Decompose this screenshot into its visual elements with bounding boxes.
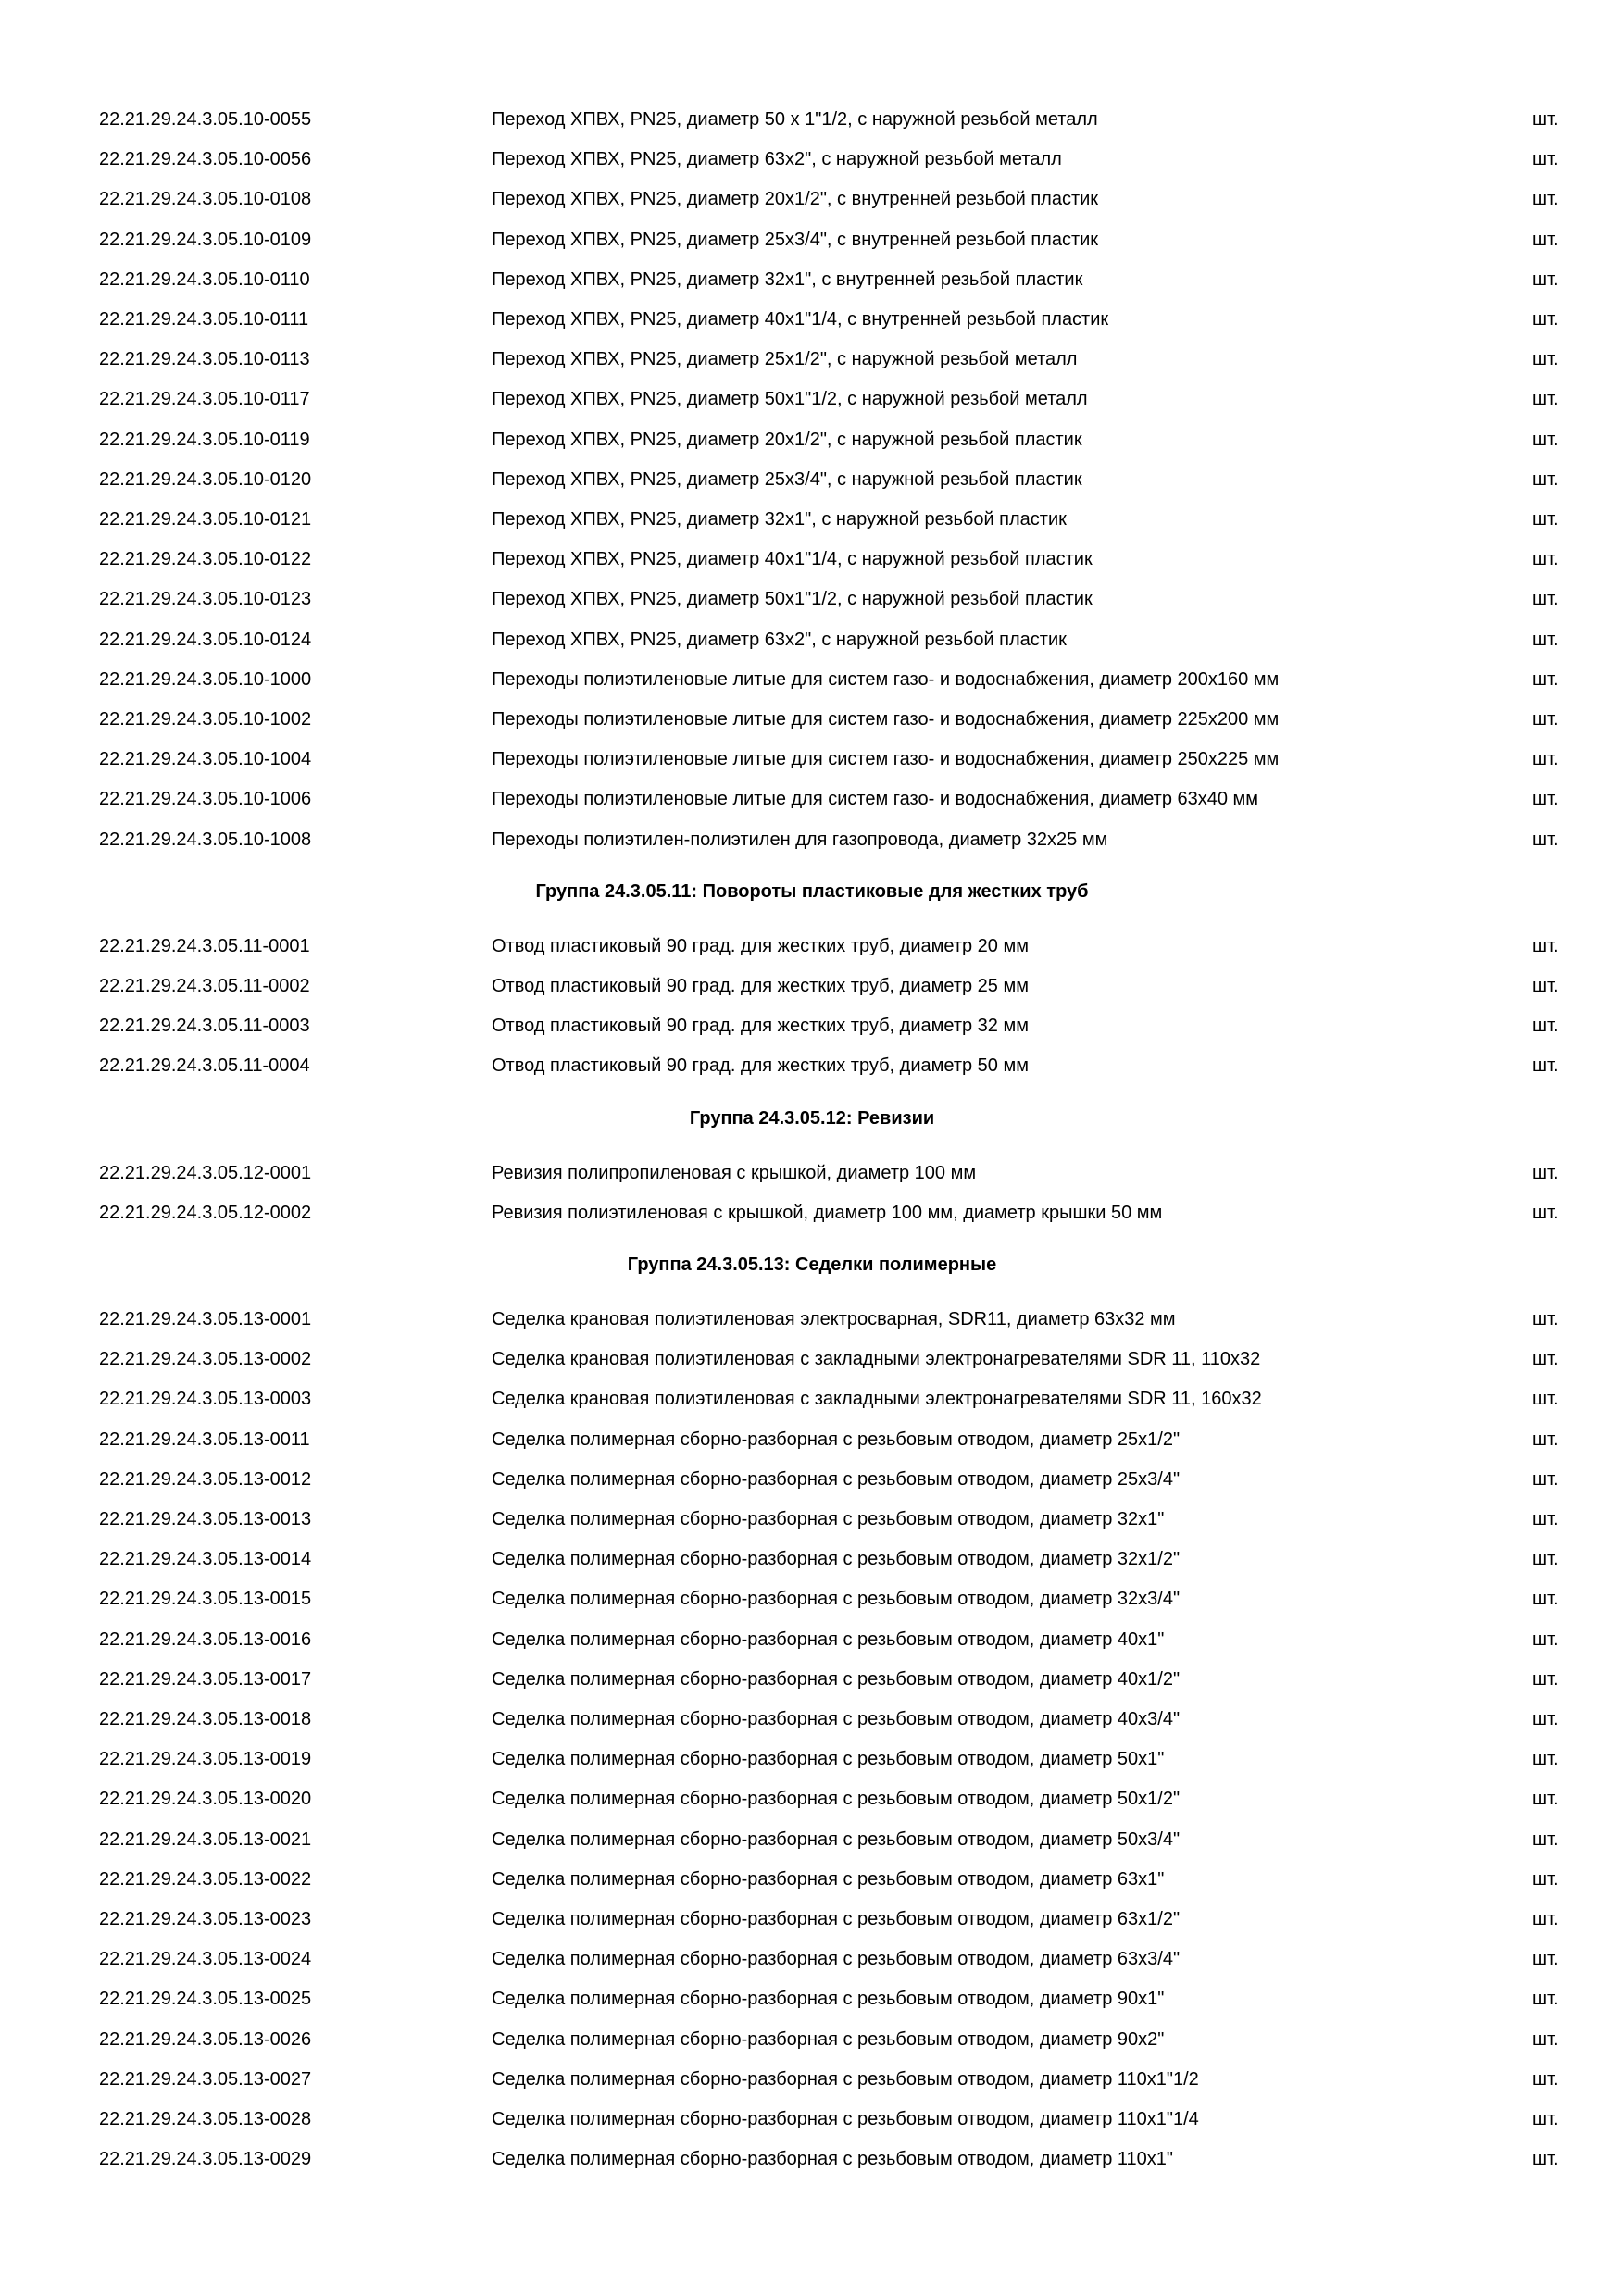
item-code: 22.21.29.24.3.05.10-0108 (99, 189, 312, 210)
item-description: Переход ХПВХ, PN25, диаметр 20x1/2", с внутренней резьбой пластик (492, 189, 1099, 210)
item-unit: шт. (1532, 109, 1559, 130)
item-code: 22.21.29.24.3.05.10-1002 (99, 709, 312, 730)
item-unit: шт. (1532, 589, 1559, 610)
item-code: 22.21.29.24.3.05.12-0002 (99, 1202, 312, 1223)
item-description: Отвод пластиковый 90 град. для жестких труб, диаметр 20 мм (492, 935, 1029, 956)
table-row (0, 620, 1624, 660)
item-description: Седелка крановая полиэтиленовая с закладными электронагревателями SDR 11, 110x32 (492, 1349, 1261, 1370)
item-description: Переходы полиэтиленовые литые для систем газо- и водоснабжения, диаметр 225х200 мм (492, 709, 1280, 730)
item-unit: шт. (1532, 1828, 1559, 1850)
item-code: 22.21.29.24.3.05.13-0018 (99, 1709, 312, 1729)
item-description: Переход ХПВХ, PN25, диаметр 50x1"1/2, с наружной резьбой металл (492, 389, 1088, 410)
item-description: Переход ХПВХ, PN25, диаметр 25x1/2", с наружной резьбой металл (492, 349, 1078, 370)
table-row (0, 2100, 1624, 2140)
item-code: 22.21.29.24.3.05.13-0002 (99, 1349, 312, 1370)
item-code: 22.21.29.24.3.05.10-0122 (99, 549, 312, 570)
table-row (0, 220, 1624, 260)
item-description: Седелка полимерная сборно-разборная с резьбовым отводом, диаметр 110x1"1/2 (492, 2068, 1199, 2090)
item-code: 22.21.29.24.3.05.11-0001 (99, 935, 310, 956)
item-code: 22.21.29.24.3.05.13-0012 (99, 1468, 312, 1490)
group-heading: Группа 24.3.05.12: Ревизии (689, 1107, 935, 1129)
table-row (0, 300, 1624, 340)
item-unit: шт. (1532, 1055, 1559, 1077)
item-code: 22.21.29.24.3.05.12-0001 (99, 1162, 312, 1183)
item-unit: шт. (1532, 549, 1559, 570)
table-row (0, 340, 1624, 380)
item-unit: шт. (1532, 1628, 1559, 1650)
table-row (0, 820, 1624, 860)
item-unit: шт. (1532, 1749, 1559, 1770)
table-row (0, 1660, 1624, 1700)
item-code: 22.21.29.24.3.05.13-0017 (99, 1668, 312, 1690)
item-code: 22.21.29.24.3.05.10-1004 (99, 749, 312, 770)
item-code: 22.21.29.24.3.05.13-0025 (99, 1989, 312, 2010)
table-row (0, 1579, 1624, 1619)
item-code: 22.21.29.24.3.05.13-0029 (99, 2149, 312, 2170)
item-description: Седелка полимерная сборно-разборная с резьбовым отводом, диаметр 40x3/4" (492, 1709, 1181, 1729)
table-row (0, 1620, 1624, 1660)
item-description: Переходы полиэтиленовые литые для систем газо- и водоснабжения, диаметр 63х40 мм (492, 789, 1259, 810)
item-unit: шт. (1532, 829, 1559, 850)
item-code: 22.21.29.24.3.05.10-0056 (99, 149, 312, 170)
item-code: 22.21.29.24.3.05.13-0011 (99, 1429, 310, 1450)
item-description: Переходы полиэтилен-полиэтилен для газопровода, диаметр 32х25 мм (492, 829, 1108, 850)
table-row (0, 1193, 1624, 1233)
item-description: Седелка полимерная сборно-разборная с резьбовым отводом, диаметр 50x3/4" (492, 1828, 1181, 1850)
table-row (0, 1860, 1624, 1900)
item-description: Переход ХПВХ, PN25, диаметр 32x1", с наружной резьбой пластик (492, 509, 1067, 530)
table-row (0, 100, 1624, 140)
item-description: Седелка полимерная сборно-разборная с резьбовым отводом, диаметр 25x1/2" (492, 1429, 1181, 1450)
table-row (0, 1046, 1624, 1086)
item-code: 22.21.29.24.3.05.13-0028 (99, 2109, 312, 2129)
item-description: Седелка полимерная сборно-разборная с резьбовым отводом, диаметр 63x1/2" (492, 1909, 1181, 1929)
item-unit: шт. (1532, 309, 1559, 330)
item-code: 22.21.29.24.3.05.10-0113 (99, 349, 310, 370)
item-unit: шт. (1532, 1709, 1559, 1729)
item-unit: шт. (1532, 709, 1559, 730)
table-row (0, 1379, 1624, 1419)
item-description: Седелка крановая полиэтиленовая электросварная, SDR11, диаметр 63x32 мм (492, 1309, 1176, 1329)
item-description: Седелка полимерная сборно-разборная с резьбовым отводом, диаметр 90x2" (492, 2028, 1165, 2050)
table-row (0, 1500, 1624, 1540)
item-code: 22.21.29.24.3.05.13-0027 (99, 2068, 312, 2090)
item-code: 22.21.29.24.3.05.10-0109 (99, 229, 312, 250)
item-code: 22.21.29.24.3.05.13-0021 (99, 1828, 312, 1850)
table-row (0, 260, 1624, 300)
item-unit: шт. (1532, 1509, 1559, 1529)
item-description: Переход ХПВХ, PN25, диаметр 32x1", с внутренней резьбой пластик (492, 268, 1083, 290)
item-unit: шт. (1532, 229, 1559, 250)
item-code: 22.21.29.24.3.05.10-0123 (99, 589, 312, 610)
item-code: 22.21.29.24.3.05.10-1006 (99, 789, 312, 810)
item-description: Переход ХПВХ, PN25, диаметр 20x1/2", с наружной резьбой пластик (492, 429, 1082, 450)
table-row (0, 180, 1624, 219)
table-row (0, 1340, 1624, 1379)
item-unit: шт. (1532, 789, 1559, 810)
item-description: Седелка полимерная сборно-разборная с резьбовым отводом, диаметр 110x1" (492, 2149, 1173, 2170)
item-description: Седелка полимерная сборно-разборная с резьбовым отводом, диаметр 32x1" (492, 1509, 1165, 1529)
item-unit: шт. (1532, 1989, 1559, 2010)
item-code: 22.21.29.24.3.05.13-0003 (99, 1389, 312, 1410)
item-unit: шт. (1532, 668, 1559, 690)
table-row (0, 1420, 1624, 1460)
item-code: 22.21.29.24.3.05.13-0015 (99, 1589, 312, 1610)
item-description: Переход ХПВХ, PN25, диаметр 63x2", с наружной резьбой металл (492, 149, 1062, 170)
table-row (0, 967, 1624, 1006)
item-description: Отвод пластиковый 90 град. для жестких труб, диаметр 32 мм (492, 1016, 1029, 1037)
item-description: Седелка полимерная сборно-разборная с резьбовым отводом, диаметр 40x1/2" (492, 1668, 1181, 1690)
item-code: 22.21.29.24.3.05.13-0001 (99, 1309, 312, 1329)
item-description: Переход ХПВХ, PN25, диаметр 25x3/4", с наружной резьбой пластик (492, 468, 1082, 490)
item-description: Переход ХПВХ, PN25, диаметр 40x1"1/4, с наружной резьбой пластик (492, 549, 1093, 570)
item-unit: шт. (1532, 1162, 1559, 1183)
table-row (0, 780, 1624, 819)
item-code: 22.21.29.24.3.05.10-1000 (99, 668, 312, 690)
item-description: Седелка полимерная сборно-разборная с резьбовым отводом, диаметр 40x1" (492, 1628, 1165, 1650)
table-row (0, 660, 1624, 700)
item-code: 22.21.29.24.3.05.13-0013 (99, 1509, 312, 1529)
table-row (0, 500, 1624, 540)
item-unit: шт. (1532, 1202, 1559, 1223)
item-unit: шт. (1532, 2028, 1559, 2050)
item-unit: шт. (1532, 268, 1559, 290)
item-description: Отвод пластиковый 90 град. для жестких труб, диаметр 50 мм (492, 1055, 1029, 1077)
item-unit: шт. (1532, 1468, 1559, 1490)
item-unit: шт. (1532, 1909, 1559, 1929)
item-unit: шт. (1532, 1949, 1559, 1970)
item-description: Отвод пластиковый 90 град. для жестких труб, диаметр 25 мм (492, 976, 1029, 996)
item-unit: шт. (1532, 349, 1559, 370)
table-row (0, 1540, 1624, 1579)
item-description: Седелка полимерная сборно-разборная с резьбовым отводом, диаметр 90x1" (492, 1989, 1165, 2010)
table-row (0, 1154, 1624, 1193)
table-row (0, 2140, 1624, 2179)
item-description: Переходы полиэтиленовые литые для систем газо- и водоснабжения, диаметр 200х160 мм (492, 668, 1280, 690)
group-heading: Группа 24.3.05.13: Седелки полимерные (627, 1254, 997, 1275)
item-unit: шт. (1532, 1589, 1559, 1610)
table-row (0, 1460, 1624, 1500)
table-row (0, 1700, 1624, 1740)
item-unit: шт. (1532, 629, 1559, 650)
item-unit: шт. (1532, 935, 1559, 956)
item-unit: шт. (1532, 389, 1559, 410)
table-row (0, 700, 1624, 740)
table-row (0, 2060, 1624, 2100)
item-unit: шт. (1532, 2149, 1559, 2170)
item-unit: шт. (1532, 149, 1559, 170)
item-code: 22.21.29.24.3.05.10-1008 (99, 829, 312, 850)
item-unit: шт. (1532, 1429, 1559, 1450)
table-row (0, 140, 1624, 180)
item-code: 22.21.29.24.3.05.10-0117 (99, 389, 310, 410)
item-code: 22.21.29.24.3.05.10-0110 (99, 268, 310, 290)
item-code: 22.21.29.24.3.05.11-0002 (99, 976, 310, 996)
item-description: Седелка крановая полиэтиленовая с закладными электронагревателями SDR 11, 160x32 (492, 1389, 1262, 1410)
item-description: Переход ХПВХ, PN25, диаметр 40x1"1/4, с внутренней резьбой пластик (492, 309, 1109, 330)
item-code: 22.21.29.24.3.05.13-0024 (99, 1949, 312, 1970)
item-code: 22.21.29.24.3.05.10-0111 (99, 309, 309, 330)
item-code: 22.21.29.24.3.05.13-0022 (99, 1868, 312, 1890)
table-row (0, 380, 1624, 419)
item-description: Седелка полимерная сборно-разборная с резьбовым отводом, диаметр 32x3/4" (492, 1589, 1181, 1610)
item-description: Седелка полимерная сборно-разборная с резьбовым отводом, диаметр 25x3/4" (492, 1468, 1181, 1490)
item-code: 22.21.29.24.3.05.11-0003 (99, 1016, 310, 1037)
item-unit: шт. (1532, 468, 1559, 490)
item-description: Ревизия полиэтиленовая с крышкой, диаметр 100 мм, диаметр крышки 50 мм (492, 1202, 1163, 1223)
table-row (0, 1900, 1624, 1940)
table-row (0, 2020, 1624, 2060)
table-row (0, 580, 1624, 619)
table-row (0, 420, 1624, 460)
table-row (0, 1006, 1624, 1046)
item-code: 22.21.29.24.3.05.13-0020 (99, 1789, 312, 1810)
item-code: 22.21.29.24.3.05.10-0124 (99, 629, 312, 650)
table-row (0, 460, 1624, 500)
item-description: Ревизия полипропиленовая с крышкой, диаметр 100 мм (492, 1162, 977, 1183)
item-unit: шт. (1532, 1016, 1559, 1037)
item-description: Переход ХПВХ, PN25, диаметр 25x3/4", с внутренней резьбой пластик (492, 229, 1099, 250)
item-code: 22.21.29.24.3.05.13-0014 (99, 1549, 312, 1570)
item-unit: шт. (1532, 1389, 1559, 1410)
item-unit: шт. (1532, 1549, 1559, 1570)
item-code: 22.21.29.24.3.05.13-0023 (99, 1909, 312, 1929)
item-unit: шт. (1532, 189, 1559, 210)
item-unit: шт. (1532, 509, 1559, 530)
item-description: Переход ХПВХ, PN25, диаметр 50 х 1"1/2, с наружной резьбой металл (492, 109, 1098, 130)
item-description: Переход ХПВХ, PN25, диаметр 63x2", с наружной резьбой пластик (492, 629, 1067, 650)
table-row (0, 1820, 1624, 1860)
table-row (0, 1740, 1624, 1779)
item-unit: шт. (1532, 1789, 1559, 1810)
table-row (0, 927, 1624, 967)
table-row (0, 1979, 1624, 2019)
table-row (0, 1940, 1624, 1979)
item-code: 22.21.29.24.3.05.10-0055 (99, 109, 312, 130)
item-code: 22.21.29.24.3.05.10-0121 (99, 509, 312, 530)
item-code: 22.21.29.24.3.05.13-0019 (99, 1749, 312, 1770)
item-code: 22.21.29.24.3.05.13-0026 (99, 2028, 312, 2050)
item-unit: шт. (1532, 1668, 1559, 1690)
item-unit: шт. (1532, 976, 1559, 996)
group-heading: Группа 24.3.05.11: Повороты пластиковые для жестких труб (535, 880, 1089, 902)
item-description: Переходы полиэтиленовые литые для систем газо- и водоснабжения, диаметр 250х225 мм (492, 749, 1280, 770)
item-unit: шт. (1532, 2109, 1559, 2129)
item-description: Переход ХПВХ, PN25, диаметр 50x1"1/2, с наружной резьбой пластик (492, 589, 1093, 610)
item-code: 22.21.29.24.3.05.10-0120 (99, 468, 312, 490)
table-row (0, 1300, 1624, 1340)
item-unit: шт. (1532, 1868, 1559, 1890)
item-unit: шт. (1532, 749, 1559, 770)
item-description: Седелка полимерная сборно-разборная с резьбовым отводом, диаметр 63x1" (492, 1868, 1165, 1890)
item-unit: шт. (1532, 429, 1559, 450)
item-code: 22.21.29.24.3.05.11-0004 (99, 1055, 310, 1077)
item-description: Седелка полимерная сборно-разборная с резьбовым отводом, диаметр 32x1/2" (492, 1549, 1181, 1570)
table-row (0, 740, 1624, 780)
table-row (0, 540, 1624, 580)
item-description: Седелка полимерная сборно-разборная с резьбовым отводом, диаметр 50x1" (492, 1749, 1165, 1770)
item-unit: шт. (1532, 1309, 1559, 1329)
item-code: 22.21.29.24.3.05.10-0119 (99, 429, 310, 450)
item-code: 22.21.29.24.3.05.13-0016 (99, 1628, 312, 1650)
item-description: Седелка полимерная сборно-разборная с резьбовым отводом, диаметр 110x1"1/4 (492, 2109, 1199, 2129)
item-unit: шт. (1532, 1349, 1559, 1370)
table-row (0, 1779, 1624, 1819)
item-description: Седелка полимерная сборно-разборная с резьбовым отводом, диаметр 63x3/4" (492, 1949, 1181, 1970)
item-unit: шт. (1532, 2068, 1559, 2090)
item-description: Седелка полимерная сборно-разборная с резьбовым отводом, диаметр 50x1/2" (492, 1789, 1181, 1810)
